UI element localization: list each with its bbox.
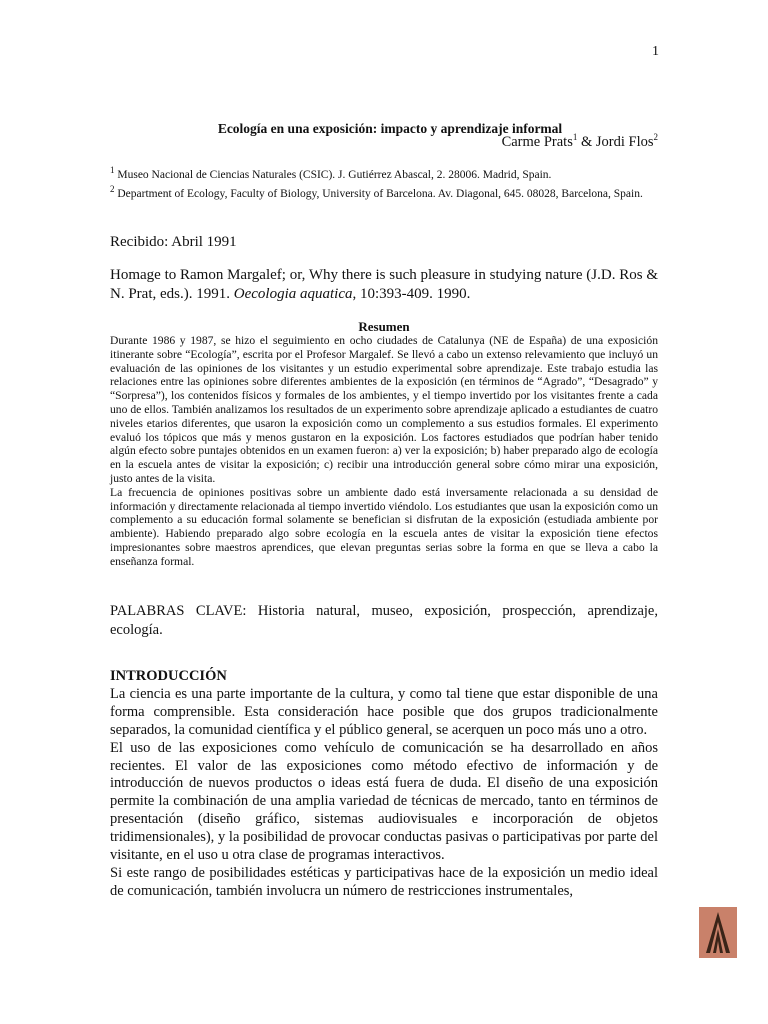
body-paragraph: La ciencia es una parte importante de la cultura, y como tal tiene que estar disponible de una forma comprensible. Esta consideración hace posible que dos grupos tradicionalmente separados, la comunidad científica y el público general, se acerquen un poco más uno a otro. <box>110 685 658 738</box>
author-joiner: & <box>577 134 596 150</box>
affiliation-number: 1 <box>110 165 115 176</box>
body-paragraph: Si este rango de posibilidades estéticas y participativas hace de la exposición un medio ideal de comunicación, también involucra un número de restricciones instrumentales, <box>110 864 658 899</box>
citation <box>110 266 658 304</box>
affiliation <box>110 165 658 183</box>
authors <box>502 134 658 151</box>
introduction-section <box>110 668 658 901</box>
keywords: PALABRAS CLAVE: Historia natural, museo, exposición, prospección, aprendizaje, ecología. <box>110 603 658 638</box>
journal-name: Oecologia aquatica <box>233 286 353 302</box>
publisher-logo-icon[interactable] <box>699 907 737 958</box>
abstract-body <box>110 334 658 569</box>
affiliation-text: Museo Nacional de Ciencias Naturales (CSIC). J. Gutiérrez Abascal, 2. 28006. Madrid, Spain. <box>117 169 552 181</box>
affiliation-number: 2 <box>110 184 115 195</box>
citation-text: Homage to Ramon Margalef; or, Why there is such pleasure in studying nature (J.D. Ros & N. Prat, eds.). 1991. <box>110 267 658 302</box>
body-paragraph: El uso de las exposiciones como vehículo de comunicación se ha desarrollado en años recientes. El valor de las exposiciones como método efectivo de información y de introducción de nuevos productos o ideas está fuera de duda. El diseño de una exposición permite la combinación de una amplia variedad de técnicas de mercado, tanto en términos de presentación (diseño gráfico, sistemas audiovisuales e incorporación de objetos tridimensionales), y la posibilidad de provocar conductas pasivas o participativas por parte del visitante, en el uso u otra clase de programas interactivos. <box>110 739 658 864</box>
citation-volume: , 10:393-409. 1990. <box>352 286 471 302</box>
abstract-heading: Resumen <box>358 319 410 334</box>
section-heading: INTRODUCCIÓN <box>110 668 227 684</box>
abstract-paragraph: Durante 1986 y 1987, se hizo el seguimiento en ocho ciudades de Catalunya (NE de España) de una exposición itinerante sobre “Ecología”, escrita por el Profesor Margalef. Se llevó a cabo un extenso relevamiento que incluyó un evaluación de las opiniones de los visitantes y un estudio experimental sobre aprendizaje. Este trabajo estudia las relaciones entre las opiniones sobre diferentes ambientes de la exposición (en términos de “Agrado”, “Desagrado” y “Sorpresa”), los contenidos físicos y formales de los ambientes, y el tiempo invertido por los visitantes frente a cada uno de ellos. También analizamos los resultados de un experimento sobre aprendizaje aplicado a estudiantes de cuatro niveles etarios diferentes, que usaron la exposición como un complemento a sus estudios formales. El experimento evaluó los tópicos que más y menos gustaron en la exposición. Los factores estudiados que podrían haber tenido algún efecto sobre puntajes obtenidos en un examen fueron: a) ver la exposición; b) haber preparado algo de ecología en la escuela antes de visitar la exposición; c) recibir una introducción general sobre cómo mirar una exposición, justo antes de la visita. <box>110 334 658 485</box>
received-date: Recibido: Abril 1991 <box>110 234 237 250</box>
page-number: 1 <box>652 44 659 59</box>
abstract-paragraph: La frecuencia de opiniones positivas sobre un ambiente dado está inversamente relacionada a su densidad de información y directamente relacionada al tiempo invertido viéndolo. Los estudiantes que usan la exposición como un complemento a su educación formal solamente se benefician si disfrutan de la exposición (estudiada ambiente por ambiente). Habiendo preparado algo sobre ecología en la escuela antes de visitar la exposición tiene efectos impresionantes sobre maestros aprendices, que elevan preguntas serias sobre la forma en que se lleva a cabo la enseñanza formal. <box>110 485 658 568</box>
paper-title: Ecología en una exposición: impacto y aprendizaje informal <box>217 121 563 136</box>
affiliation-marker: 2 <box>653 132 658 143</box>
affiliation-text: Department of Ecology, Faculty of Biology, University of Barcelona. Av. Diagonal, 645. 08028, Barcelona, Spain. <box>117 188 643 200</box>
author-name: Carme Prats <box>501 134 573 150</box>
author-name: Jordi Flos <box>595 134 654 150</box>
affiliation <box>110 184 658 202</box>
affiliation-marker: 1 <box>572 132 578 143</box>
